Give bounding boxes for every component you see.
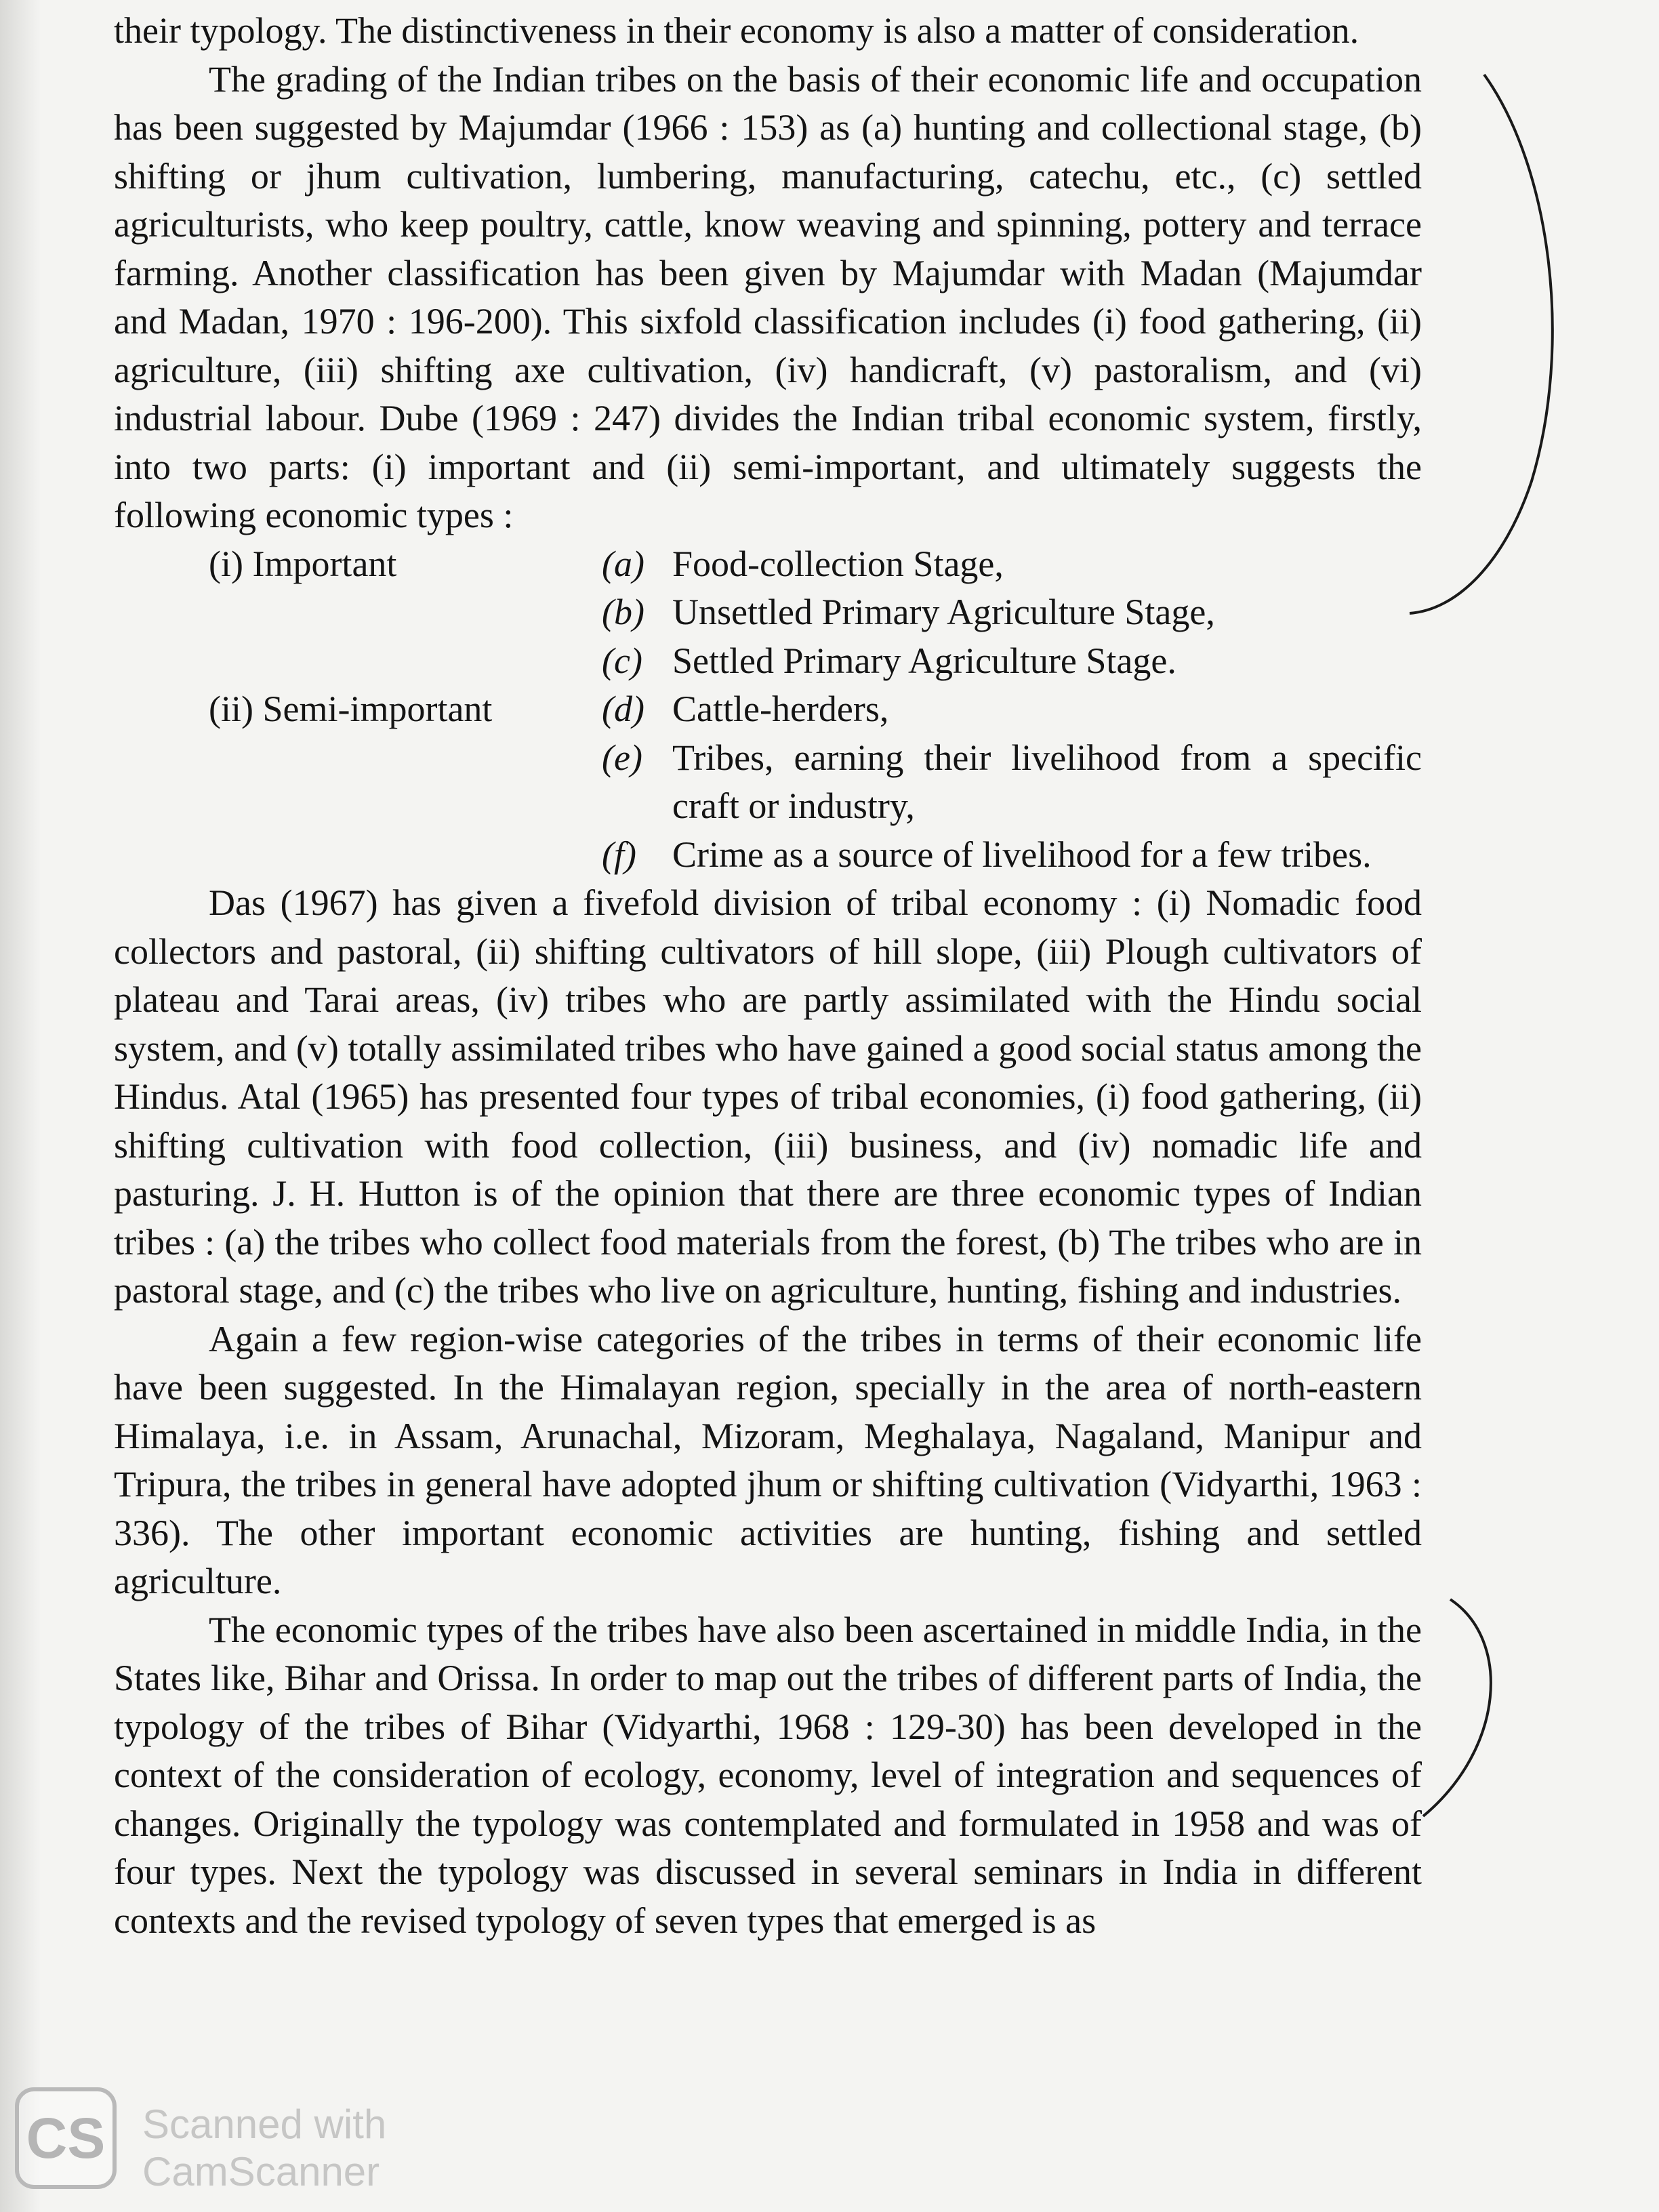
important-label: (i) Important (209, 543, 397, 584)
list-item-text: Cattle-herders, (672, 689, 889, 729)
paragraph-intro: their typology. The distinctiveness in their economy is also a matter of consideration. (114, 10, 1359, 51)
list-item (602, 685, 1422, 734)
list-item-marker: (c) (602, 640, 642, 681)
watermark-line-1: Scanned with (142, 2102, 387, 2147)
list-item-marker: (f) (602, 834, 636, 875)
camscanner-watermark (142, 2101, 386, 2196)
list-item (602, 831, 1422, 880)
margin-bracket-bottom (1410, 1586, 1518, 1843)
watermark-line-2: CamScanner (142, 2149, 380, 2194)
list-item (602, 588, 1422, 637)
list-item-text: Crime as a source of livelihood for a few tribes. (672, 834, 1372, 875)
list-item-marker: (d) (602, 689, 644, 729)
paragraph-region-wise: Again a few region-wise categories of the tribes in terms of their economic life have been suggested. In the Himalayan region, specially in the area of north-eastern Himalaya, i.e. in Assam, Arunachal, Mizoram, Meghalaya, Nagaland, Manipur and Tripura, the tribes in general have adopted jhum or shifting cultivation (Vidyarthi, 1963 : 336). The other important economic activities are hunting, fishing and settled agriculture. (114, 1318, 1422, 1601)
list-item (602, 540, 1422, 589)
page-text (114, 7, 1422, 1945)
camscanner-logo: CS (15, 2087, 117, 2189)
paragraph-das-classification: Das (1967) has given a fivefold division of tribal economy : (i) Nomadic food collectors and pastoral, (ii) shifting cultivators of hill slope, (iii) Plough cultivators of plateau and Tarai areas, (iv) tribes who are partly assimilated with the Hindu social system, and (v) totally assimilated tribes who have gained a good social status among the Hindus. Atal (1965) has presented four types of tribal economies, (i) food gathering, (ii) shifting cultivation with food collection, (iii) business, and (iv) nomadic life and pasturing. J. H. Hutton is of the opinion that there are three economic types of Indian tribes : (a) the tribes who collect food materials from the forest, (b) The tribes who are in pastoral stage, and (c) the tribes who live on agriculture, hunting, fishing and industries. (114, 882, 1422, 1311)
list-item-marker: (e) (602, 737, 642, 778)
list-item (602, 637, 1422, 686)
list-item-text: Food-collection Stage, (672, 543, 1004, 584)
list-item-marker: (b) (602, 592, 644, 632)
economic-types-list (114, 540, 1422, 880)
list-item-text: Tribes, earning their livelihood from a specific craft or industry, (672, 737, 1422, 826)
page-edge-shadow (0, 0, 41, 2212)
list-item-marker: (a) (602, 543, 644, 584)
list-item-text: Settled Primary Agriculture Stage. (672, 640, 1176, 681)
semi-important-group (114, 685, 1422, 879)
margin-bracket-top (1396, 61, 1572, 630)
important-group (114, 540, 1422, 686)
list-item-text: Unsettled Primary Agriculture Stage, (672, 592, 1215, 632)
semi-important-label: (ii) Semi-important (209, 689, 493, 729)
paragraph-middle-india: The economic types of the tribes have also been ascertained in middle India, in the States like, Bihar and Orissa. In order to map out the tribes of different parts of India, the typology of the tribes of Bihar (Vidyarthi, 1968 : 129-30) has been developed in the context of the consideration of ecology, economy, level of integration and sequences of changes. Originally the typology was contemplated and formulated in 1958 and was of four types. Next the typology was discussed in several seminars in India in different contexts and the revised typology of seven types that emerged is as (114, 1609, 1422, 1941)
list-item (602, 734, 1422, 831)
paragraph-majumdar-grading: The grading of the Indian tribes on the basis of their economic life and occupation has been suggested by Majumdar (1966 : 153) as (a) hunting and collectional stage, (b) shifting or jhum cultivation, lumbering, manufacturing, catechu, etc., (c) settled agriculturists, who keep poultry, cattle, know weaving and spinning, pottery and terrace farming. Another classification has been given by Majumdar with Madan (Majumdar and Madan, 1970 : 196-200). This sixfold classification includes (i) food gathering, (ii) agriculture, (iii) shifting axe cultivation, (iv) handicraft, (v) pastoralism, and (vi) industrial labour. Dube (1969 : 247) divides the Indian tribal economic system, firstly, into two parts: (i) important and (ii) semi-important, and ultimately suggests the following economic types : (114, 58, 1422, 535)
